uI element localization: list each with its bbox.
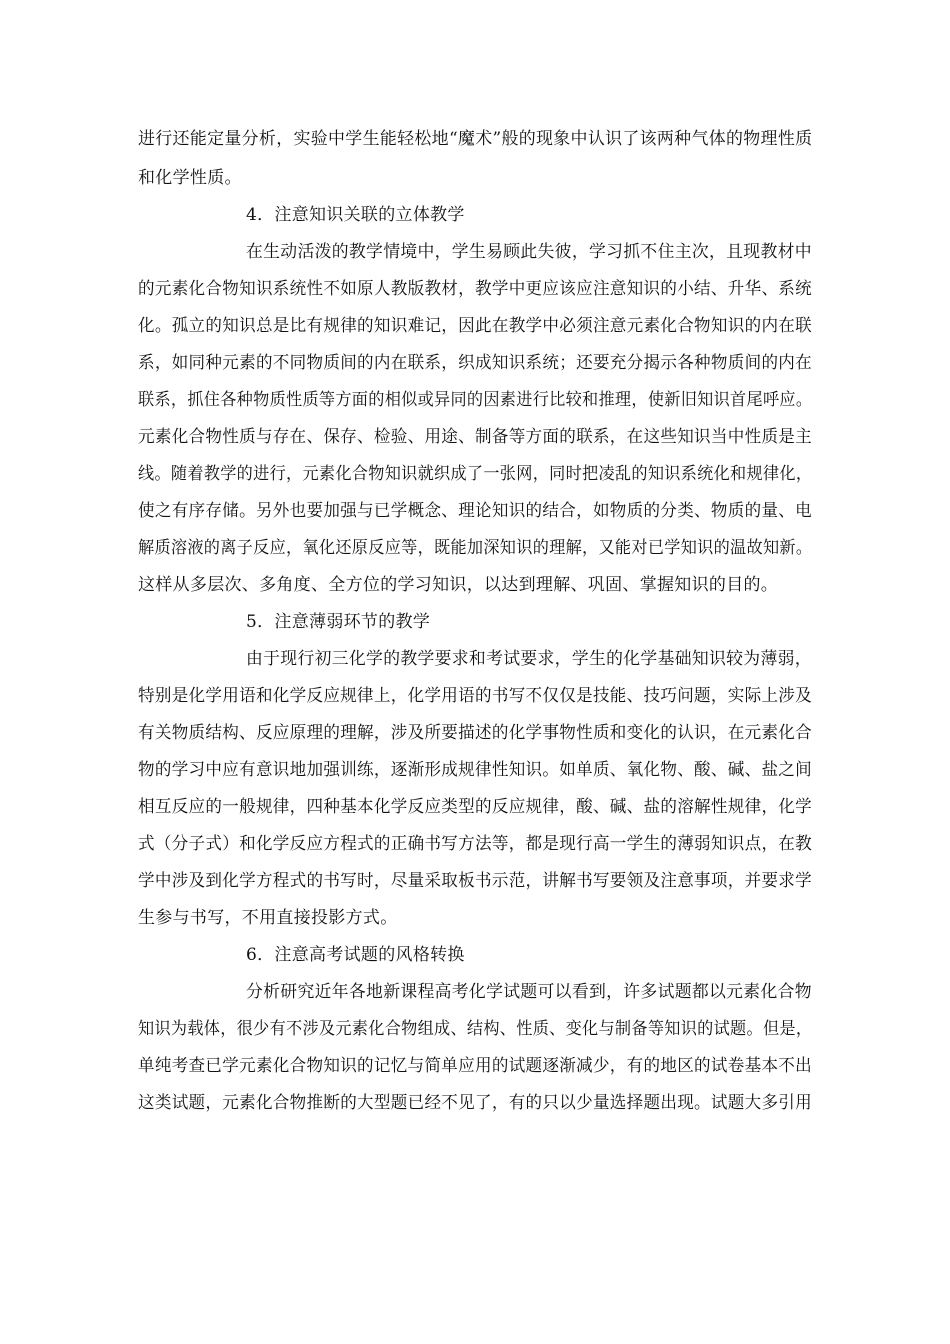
paragraph-first-line: 由于现行初三化学的教学要求和考试要求，学生的化学基础知识较为薄弱， xyxy=(246,649,812,669)
text-line: 系，如同种元素的不同物质间的内在联系，织成知识系统；还要充分揭示各种物质间的内在 xyxy=(138,353,812,373)
text-line: 的元素化合物知识系统性不如原人教版教材，教学中更应该应注意知识的小结、升华、系统 xyxy=(138,279,812,299)
text-line: 单纯考查已学元素化合物知识的记忆与简单应用的试题逐渐减少，有的地区的试卷基本不出 xyxy=(138,1056,812,1076)
text-line: 和化学性质。 xyxy=(138,168,242,188)
text-line: 知识为载体，很少有不涉及元素化合物组成、结构、性质、变化与制备等知识的试题。但是， xyxy=(138,1019,813,1039)
text-line: 联系，抓住各种物质性质等方面的相似或异同的因素进行比较和推理，使新旧知识首尾呼应。 xyxy=(138,390,813,410)
text-line: 这类试题，元素化合物推断的大型题已经不见了，有的只以少量选择题出现。试题大多引用 xyxy=(138,1093,812,1113)
text-line: 这样从多层次、多角度、全方位的学习知识，以达到理解、巩固、掌握知识的目的。 xyxy=(138,575,779,595)
paragraph-first-line: 分析研究近年各地新课程高考化学试题可以看到，许多试题都以元素化合物 xyxy=(246,982,812,1002)
text-line: 元素化合物性质与存在、保存、检验、用途、制备等方面的联系，在这些知识当中性质是主 xyxy=(138,427,812,447)
section-heading-6: 6．注意高考试题的风格转换 xyxy=(246,945,465,965)
text-line: 使之有序存储。另外也要加强与已学概念、理论知识的结合，如物质的分类、物质的量、电 xyxy=(138,501,812,521)
text-line: 线。随着教学的进行，元素化合物知识就织成了一张网，同时把凌乱的知识系统化和规律化， xyxy=(138,464,813,484)
text-line: 相互反应的一般规律，四种基本化学反应类型的反应规律，酸、碱、盐的溶解性规律，化学 xyxy=(138,797,812,817)
text-line: 学中涉及到化学方程式的书写时，尽量采取板书示范，讲解书写要领及注意事项，并要求学 xyxy=(138,871,812,891)
text-line: 特别是化学用语和化学反应规律上，化学用语的书写不仅仅是技能、技巧问题，实际上涉及 xyxy=(138,686,812,706)
section-heading-4: 4．注意知识关联的立体教学 xyxy=(246,205,465,225)
text-line: 进行还能定量分析，实验中学生能轻松地“魔术”般的现象中认识了该两种气体的物理性质 xyxy=(138,129,813,149)
text-line: 生参与书写，不用直接投影方式。 xyxy=(138,908,398,928)
text-line: 物的学习中应有意识地加强训练，逐渐形成规律性知识。如单质、氧化物、酸、碱、盐之间 xyxy=(138,760,812,780)
section-heading-5: 5．注意薄弱环节的教学 xyxy=(246,612,431,632)
text-line: 解质溶液的离子反应，氧化还原反应等，既能加深知识的理解，又能对已学知识的温故知新。 xyxy=(138,538,813,558)
text-line: 式（分子式）和化学反应方程式的正确书写方法等，都是现行高一学生的薄弱知识点，在教 xyxy=(138,834,812,854)
text-line: 有关物质结构、反应原理的理解，涉及所要描述的化学事物性质和变化的认识，在元素化合 xyxy=(138,723,812,743)
paragraph-first-line: 在生动活泼的教学情境中，学生易顾此失彼，学习抓不住主次，且现教材中 xyxy=(246,242,812,262)
text-line: 化。孤立的知识总是比有规律的知识难记，因此在教学中必须注意元素化合物知识的内在联 xyxy=(138,316,812,336)
